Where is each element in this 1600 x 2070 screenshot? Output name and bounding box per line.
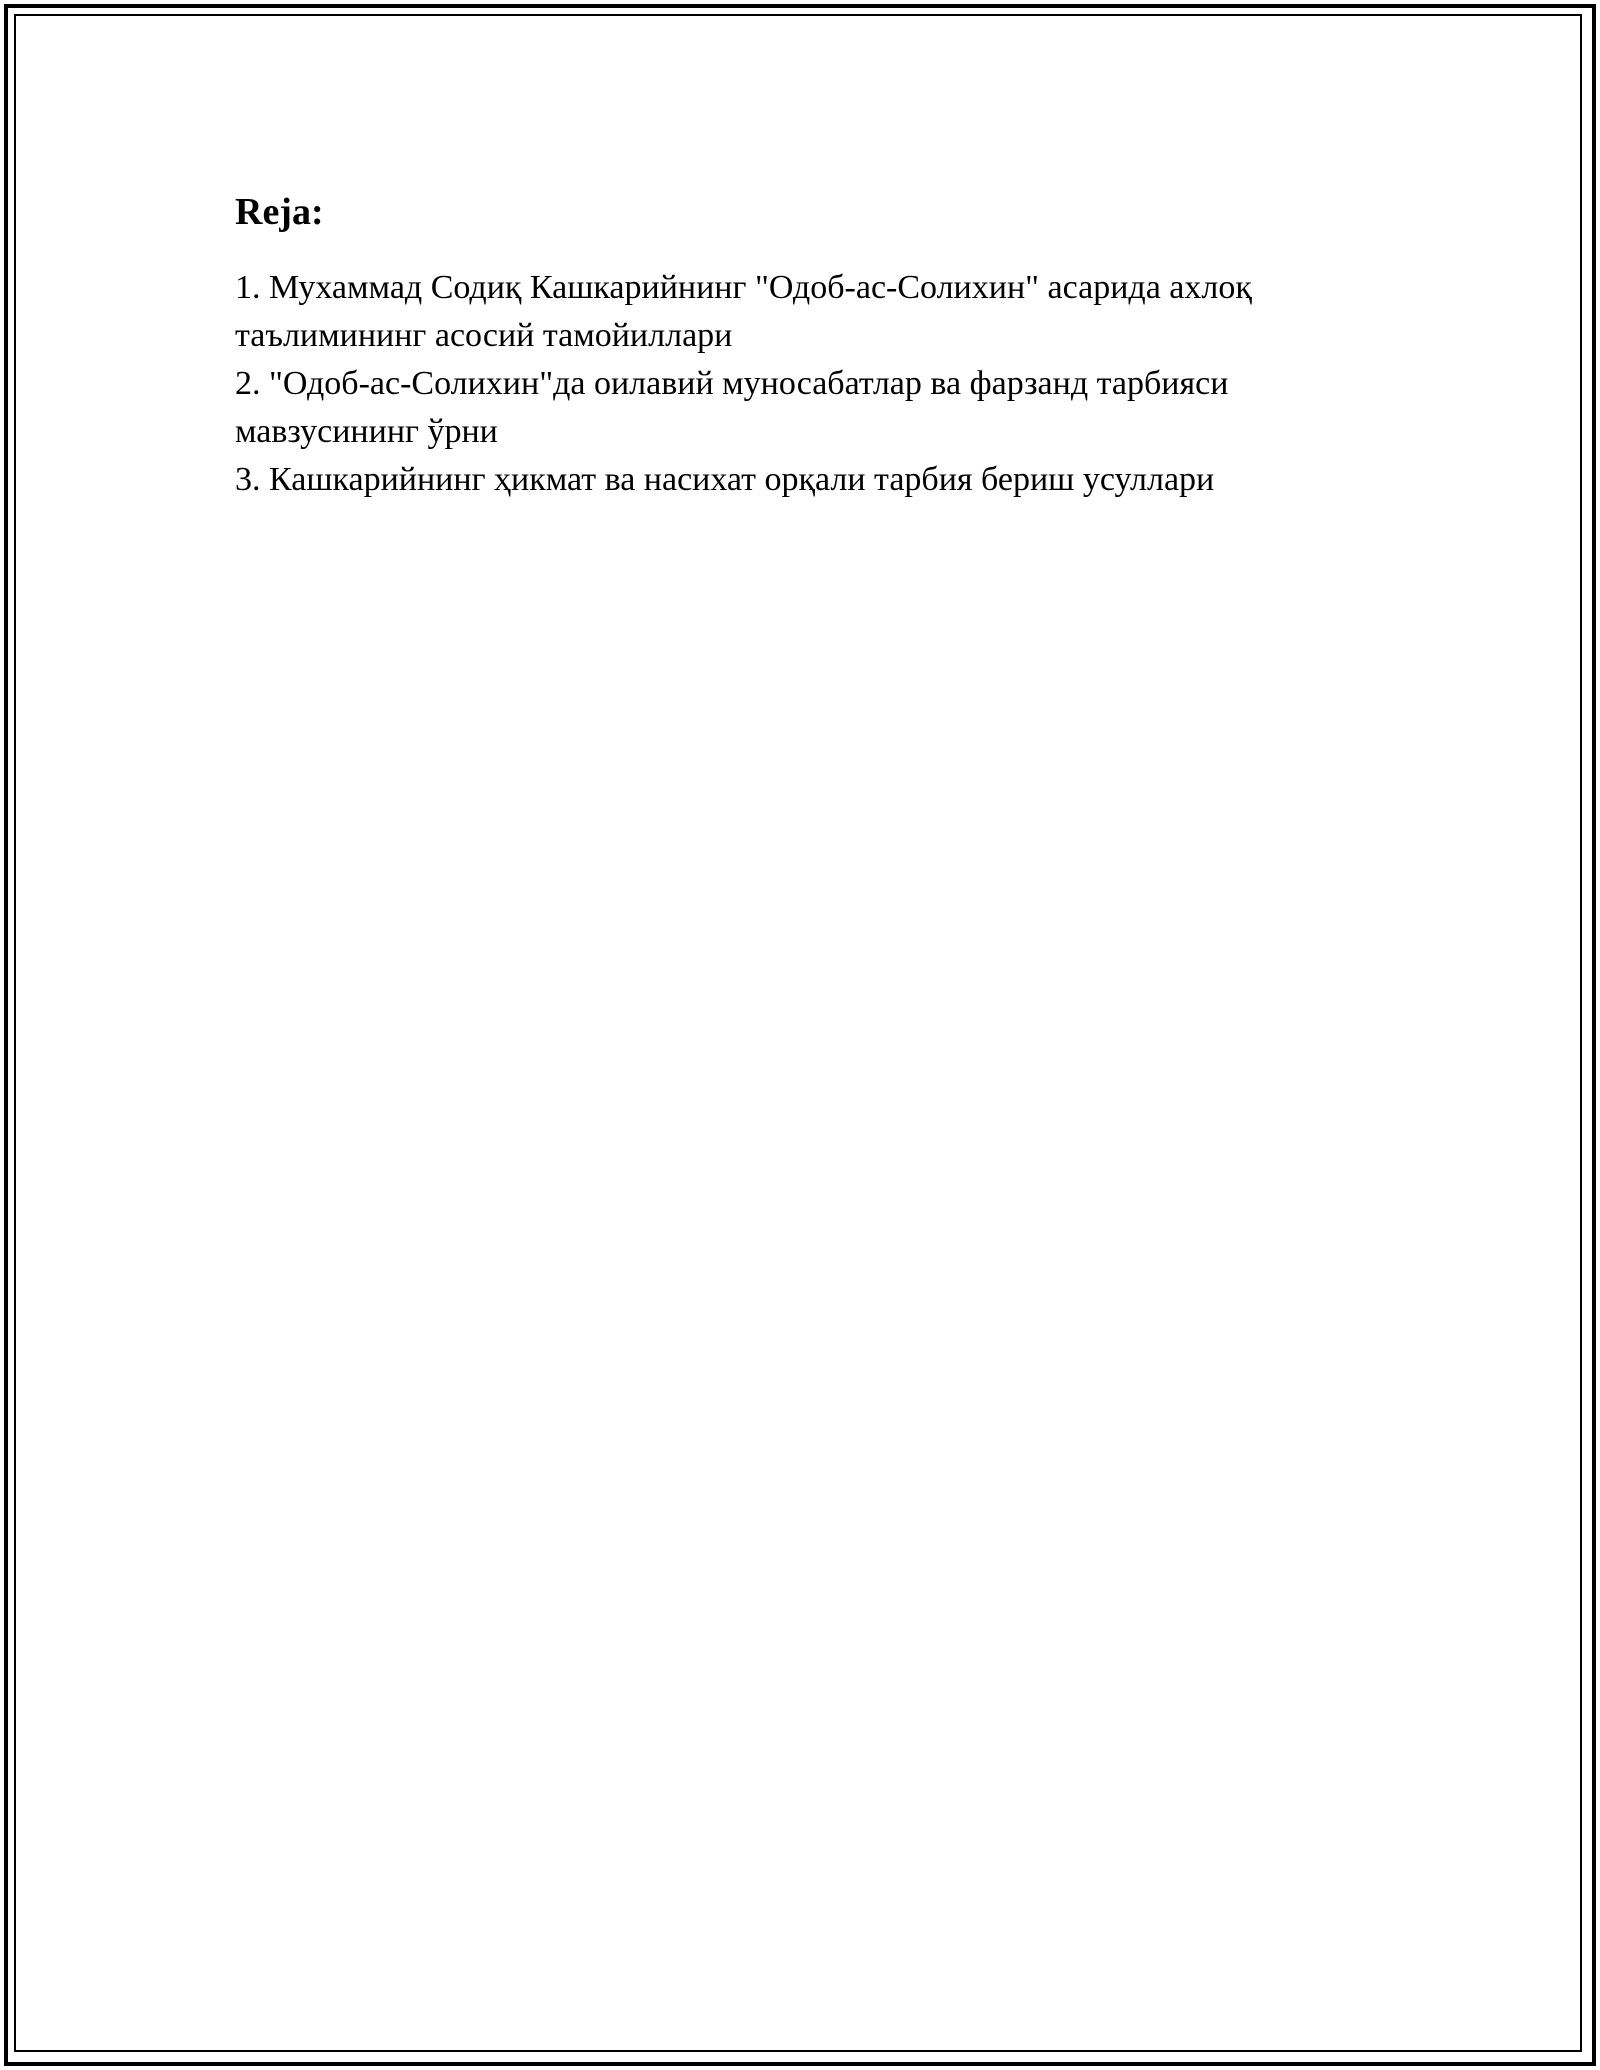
plan-item-3: 3. Кашкарийнинг ҳикмат ва насихат орқали тарбия бериш усуллари — [235, 461, 1215, 498]
plan-item-2: 2. "Одоб-ас-Солихин"да оилавий муносабатлар ва фарзанд тарбияси мавзусининг ўрни — [235, 365, 1229, 450]
plan-list — [235, 264, 1385, 504]
plan-heading: Reja: — [235, 191, 324, 233]
document-body — [235, 186, 1385, 504]
plan-item-1: 1. Мухаммад Содиқ Кашкарийнинг "Одоб-ас-Солихин" асарида ахлоқ таълимининг асосий тамойиллари — [235, 269, 1252, 354]
